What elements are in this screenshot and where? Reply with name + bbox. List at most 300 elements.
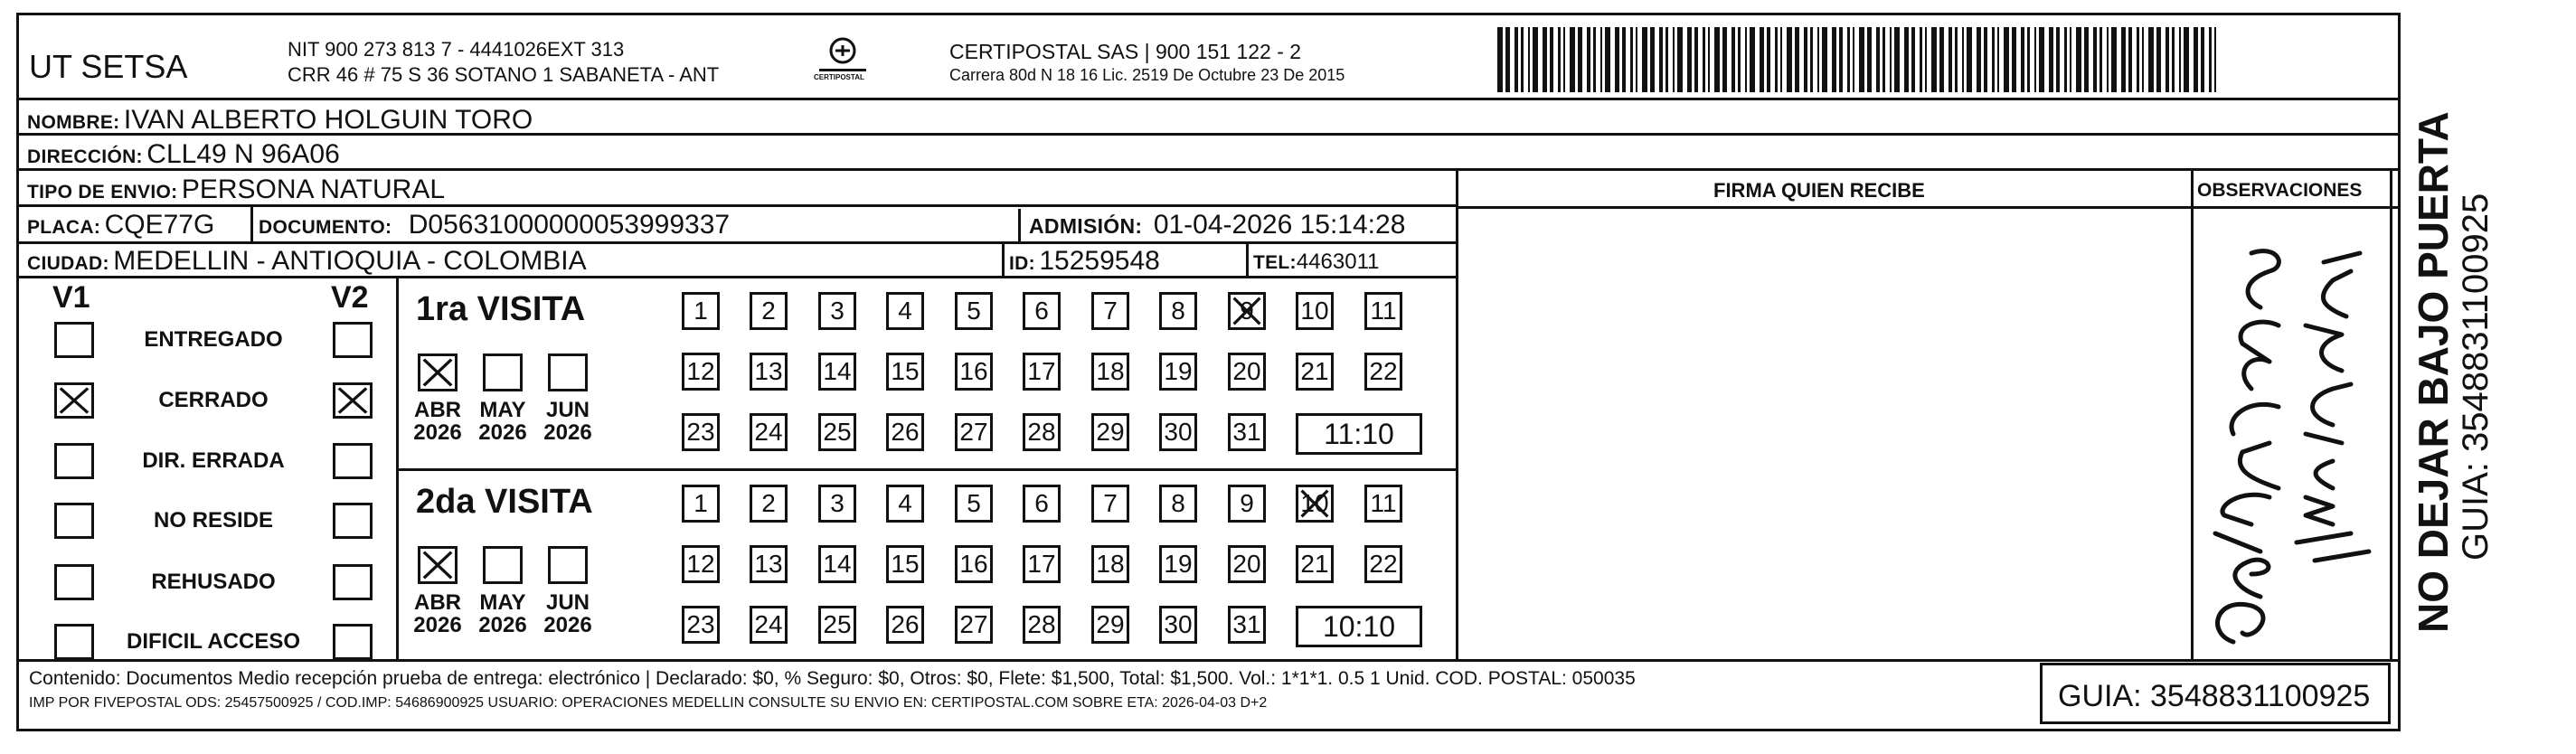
barcode-bar <box>1738 27 1741 92</box>
month-name: ABR <box>414 590 461 615</box>
barcode-bar <box>1497 27 1503 92</box>
month-label <box>476 399 530 444</box>
day-number: 22 <box>1369 357 1398 385</box>
barcode-bar <box>1832 27 1836 92</box>
barcode-bar <box>1650 27 1655 92</box>
v1-checkbox[interactable] <box>54 624 94 660</box>
v1-checkbox[interactable] <box>54 503 94 539</box>
barcode-bar <box>1925 27 1927 92</box>
documento-label: DOCUMENTO: <box>259 217 392 238</box>
barcode-bar <box>1867 27 1872 92</box>
side-guia: GUIA: 3548831100925 <box>2456 193 2496 561</box>
barcode-bar <box>1804 27 1807 92</box>
barcode-bar <box>1558 27 1561 92</box>
barcode-bar <box>2209 27 2212 92</box>
day-number: 24 <box>754 610 783 638</box>
day-number: 15 <box>891 357 920 385</box>
day-number: 31 <box>1232 418 1261 446</box>
day-number: 30 <box>1164 418 1193 446</box>
nit-line: NIT 900 273 813 7 - 4441026EXT 313 <box>288 38 625 61</box>
day-number: 13 <box>754 357 783 385</box>
tel-value: 4463011 <box>1296 250 1380 274</box>
day-number: 28 <box>1027 610 1056 638</box>
day-number: 19 <box>1164 550 1193 578</box>
day-box[interactable] <box>1091 606 1129 644</box>
day-box[interactable] <box>818 292 856 330</box>
day-number: 3 <box>830 297 845 325</box>
day-box[interactable] <box>1228 485 1266 523</box>
day-box[interactable] <box>818 545 856 583</box>
day-box[interactable] <box>750 292 788 330</box>
barcode-bar <box>1882 27 1885 92</box>
day-number: 25 <box>823 610 852 638</box>
barcode-bar <box>1780 27 1782 92</box>
month-year: 2026 <box>478 613 527 638</box>
day-box[interactable] <box>955 485 993 523</box>
day-number: 14 <box>823 550 852 578</box>
month-label <box>541 591 595 636</box>
barcode-bar <box>1859 27 1864 92</box>
day-number: 12 <box>686 357 715 385</box>
v2-label: V2 <box>331 280 369 315</box>
barcode-bar <box>2012 27 2016 92</box>
cert-address: Carrera 80d N 18 16 Lic. 2519 De Octubre 23 De 2015 <box>949 66 1345 84</box>
day-number: 16 <box>959 550 988 578</box>
v2-checkbox[interactable] <box>333 624 373 660</box>
day-number: 27 <box>959 418 988 446</box>
barcode-bar <box>1659 27 1663 92</box>
nombre-label: NOMBRE: <box>27 112 120 133</box>
barcode-bar <box>1775 27 1778 92</box>
day-box[interactable] <box>1296 353 1334 391</box>
day-box[interactable] <box>750 353 788 391</box>
barcode-bar <box>1847 27 1850 92</box>
barcode-bar <box>2148 27 2154 92</box>
day-number: 10 <box>1300 297 1329 325</box>
barcode-bar <box>1939 27 1944 92</box>
barcode-bar <box>1894 27 1900 92</box>
day-number: 25 <box>823 418 852 446</box>
barcode-bar <box>1673 27 1675 92</box>
barcode-bar <box>2056 27 2060 92</box>
day-number: 20 <box>1232 357 1261 385</box>
day-number: 17 <box>1027 550 1056 578</box>
barcode-bar <box>1853 27 1854 92</box>
month-label <box>410 399 465 444</box>
day-number: 20 <box>1232 550 1261 578</box>
status-label: CERRADO <box>158 388 269 412</box>
month-checkbox[interactable] <box>548 353 588 391</box>
barcode-bar <box>2121 27 2126 92</box>
day-box[interactable] <box>750 545 788 583</box>
day-number: 2 <box>761 489 776 517</box>
barcode-bar <box>1708 27 1710 92</box>
day-box[interactable] <box>1159 353 1197 391</box>
v1-checkbox[interactable] <box>54 382 94 419</box>
day-box[interactable] <box>1023 292 1061 330</box>
day-box[interactable] <box>1091 545 1129 583</box>
day-box[interactable] <box>1364 353 1402 391</box>
barcode-bar <box>1949 27 1952 92</box>
barcode-bar <box>1810 27 1813 92</box>
barcode-bar <box>1533 27 1538 92</box>
v2-checkbox[interactable] <box>333 564 373 600</box>
month-name: JUN <box>545 590 590 615</box>
status-label: DIR. ERRADA <box>142 448 285 473</box>
barcode-bar <box>2070 27 2071 92</box>
side-warning: NO DEJAR BAJO PUERTA <box>2410 111 2457 633</box>
day-box[interactable] <box>682 606 720 644</box>
day-box[interactable] <box>1023 485 1061 523</box>
month-year: 2026 <box>478 420 527 446</box>
day-box[interactable] <box>886 545 924 583</box>
placa-value: CQE77G <box>104 210 215 240</box>
barcode-bar <box>2214 27 2216 92</box>
barcode-bar <box>1967 27 1972 92</box>
barcode-bar <box>2179 27 2181 92</box>
day-number: 31 <box>1232 610 1261 638</box>
day-box[interactable] <box>682 485 720 523</box>
tel-label: TEL: <box>1253 252 1297 273</box>
day-number: 5 <box>967 297 981 325</box>
day-number: 14 <box>823 357 852 385</box>
day-box[interactable] <box>1091 413 1129 451</box>
day-number: 11 <box>1370 489 1397 517</box>
firma-header: FIRMA QUIEN RECIBE <box>1713 179 1925 202</box>
barcode-bar <box>1694 27 1698 92</box>
day-box[interactable] <box>750 413 788 451</box>
month-name: ABR <box>414 398 461 422</box>
day-box[interactable] <box>955 413 993 451</box>
barcode-bar <box>2111 27 2117 92</box>
day-box[interactable] <box>1091 485 1129 523</box>
x-mark-icon <box>1298 487 1331 520</box>
barcode-bar <box>1630 27 1633 92</box>
day-box[interactable] <box>1296 485 1334 523</box>
barcode-bar <box>1636 27 1637 92</box>
day-box[interactable] <box>886 292 924 330</box>
day-box[interactable] <box>1159 413 1197 451</box>
barcode-bar <box>1722 27 1727 92</box>
day-number: 23 <box>686 610 715 638</box>
day-box[interactable] <box>1159 485 1197 523</box>
barcode-bar <box>1550 27 1553 92</box>
day-box[interactable] <box>1296 545 1334 583</box>
day-box[interactable] <box>1023 353 1061 391</box>
month-label <box>410 591 465 636</box>
visit-title: 1ra VISITA <box>416 290 586 328</box>
month-year: 2026 <box>543 420 592 446</box>
day-box[interactable] <box>682 413 720 451</box>
v2-checkbox[interactable] <box>333 503 373 539</box>
v2-checkbox[interactable] <box>333 443 373 479</box>
day-number: 9 <box>1240 489 1254 517</box>
day-box[interactable] <box>682 353 720 391</box>
barcode-bar <box>1997 27 1999 92</box>
barcode-bar <box>2194 27 2198 92</box>
month-checkbox[interactable] <box>483 353 523 391</box>
day-box[interactable] <box>886 485 924 523</box>
visit-title: 2da VISITA <box>416 483 593 521</box>
barcode-bar <box>1563 27 1565 92</box>
day-number: 16 <box>959 357 988 385</box>
day-number: 13 <box>754 550 783 578</box>
day-box[interactable] <box>1228 353 1266 391</box>
day-box[interactable] <box>1364 545 1402 583</box>
barcode-bar <box>1911 27 1915 92</box>
barcode-bar <box>1703 27 1705 92</box>
day-box[interactable] <box>682 292 720 330</box>
barcode-bar <box>2004 27 2009 92</box>
tipo-value: PERSONA NATURAL <box>181 174 446 204</box>
day-number: 11 <box>1370 297 1397 325</box>
barcode-bar <box>2156 27 2161 92</box>
day-box[interactable] <box>886 353 924 391</box>
barcode-bar <box>2142 27 2144 92</box>
month-name: JUN <box>545 398 590 422</box>
barcode-bar <box>2084 27 2089 92</box>
visit-time[interactable]: 11:10 <box>1296 413 1422 455</box>
status-label: REHUSADO <box>151 570 276 594</box>
placa-label: PLACA: <box>27 217 101 238</box>
barcode-bar <box>2039 27 2044 92</box>
day-number: 23 <box>686 418 715 446</box>
day-box[interactable] <box>886 606 924 644</box>
id-label: ID: <box>1009 253 1035 274</box>
day-number: 26 <box>891 418 920 446</box>
footer-line2: IMP POR FIVEPOSTAL ODS: 25457500925 / COD.IMP: 54686900925 USUARIO: OPERACIONES MEDELLIN CONSULTE SU ENVIO EN: CERTIPOSTAL.COM SOBRE ETA: 2026-04-03 D+2 <box>29 695 1268 711</box>
day-box[interactable] <box>1364 292 1402 330</box>
direccion-label: DIRECCIÓN: <box>27 146 143 167</box>
barcode-bar <box>1600 27 1602 92</box>
day-number: 29 <box>1096 610 1125 638</box>
month-label <box>476 591 530 636</box>
x-mark-icon <box>335 385 370 416</box>
barcode-bar <box>1750 27 1755 92</box>
month-name: MAY <box>479 398 526 422</box>
month-checkbox[interactable] <box>548 546 588 584</box>
admision-value: 01-04-2026 15:14:28 <box>1153 210 1406 240</box>
v1-checkbox[interactable] <box>54 564 94 600</box>
visit-time[interactable]: 10:10 <box>1296 606 1422 647</box>
barcode-bar <box>1528 27 1530 92</box>
barcode-bar <box>1920 27 1922 92</box>
day-number: 22 <box>1369 550 1398 578</box>
nombre-value: IVAN ALBERTO HOLGUIN TORO <box>123 105 533 135</box>
month-year: 2026 <box>543 613 592 638</box>
day-number: 29 <box>1096 418 1125 446</box>
day-number: 7 <box>1103 297 1118 325</box>
barcode-bar <box>1745 27 1747 92</box>
certipostal-logo <box>814 34 872 92</box>
barcode-bar <box>1977 27 1981 92</box>
day-number: 8 <box>1171 297 1185 325</box>
day-number: 4 <box>898 489 912 517</box>
day-number: 8 <box>1171 489 1185 517</box>
barcode-bar <box>1992 27 1995 92</box>
barcode-bar <box>1514 27 1518 92</box>
x-mark-icon <box>420 356 455 389</box>
x-mark-icon <box>420 549 455 581</box>
ciudad-value: MEDELLIN - ANTIOQUIA - COLOMBIA <box>113 246 587 276</box>
day-box[interactable] <box>1023 545 1061 583</box>
day-number: 6 <box>1034 297 1049 325</box>
barcode-bar <box>2027 27 2030 92</box>
admision-label: ADMISIÓN: <box>1029 214 1143 238</box>
barcode-bar <box>1760 27 1764 92</box>
day-box[interactable] <box>750 485 788 523</box>
day-box[interactable] <box>818 353 856 391</box>
month-year: 2026 <box>413 613 462 638</box>
day-box[interactable] <box>1091 292 1129 330</box>
day-number: 4 <box>898 297 912 325</box>
day-box[interactable] <box>818 413 856 451</box>
v2-checkbox[interactable] <box>333 382 373 419</box>
month-label <box>541 399 595 444</box>
barcode-bar <box>2137 27 2139 92</box>
barcode-bar <box>1622 27 1626 92</box>
day-box[interactable] <box>955 606 993 644</box>
barcode-bar <box>2021 27 2024 92</box>
ciudad-label: CIUDAD: <box>27 253 109 274</box>
barcode-bar <box>1984 27 1987 92</box>
month-year: 2026 <box>413 420 462 446</box>
day-box[interactable] <box>750 606 788 644</box>
day-box[interactable] <box>1228 413 1266 451</box>
barcode-bar <box>2184 27 2189 92</box>
barcode-bar <box>1890 27 1892 92</box>
observaciones-handwriting <box>2197 217 2383 651</box>
status-label: ENTREGADO <box>144 327 283 352</box>
x-mark-icon <box>1231 295 1263 327</box>
id-value: 15259548 <box>1039 246 1160 276</box>
cert-line: CERTIPOSTAL SAS | 900 151 122 - 2 <box>949 40 1302 63</box>
barcode-bar <box>1665 27 1668 92</box>
day-number: 28 <box>1027 418 1056 446</box>
day-box[interactable] <box>1023 606 1061 644</box>
v1-checkbox[interactable] <box>54 443 94 479</box>
month-checkbox[interactable] <box>418 546 458 584</box>
day-box[interactable] <box>955 545 993 583</box>
day-box[interactable] <box>818 606 856 644</box>
documento-value: D05631000000053999337 <box>408 210 731 240</box>
day-number: 15 <box>891 550 920 578</box>
day-number: 24 <box>754 418 783 446</box>
barcode-bar <box>1677 27 1683 92</box>
barcode <box>1497 27 2224 92</box>
barcode-bar <box>1767 27 1770 92</box>
day-number: 18 <box>1096 550 1125 578</box>
day-box[interactable] <box>1159 545 1197 583</box>
barcode-bar <box>2034 27 2036 92</box>
month-checkbox[interactable] <box>483 546 523 584</box>
barcode-bar <box>1955 27 1958 92</box>
month-checkbox[interactable] <box>418 353 458 391</box>
barcode-bar <box>1593 27 1596 92</box>
barcode-bar <box>1962 27 1964 92</box>
barcode-bar <box>1578 27 1582 92</box>
barcode-bar <box>1817 27 1819 92</box>
company-name: UT SETSA <box>29 48 188 85</box>
day-number: 30 <box>1164 610 1193 638</box>
day-box[interactable] <box>1091 353 1129 391</box>
v1-checkbox[interactable] <box>54 322 94 358</box>
day-number: 5 <box>967 489 981 517</box>
day-box[interactable] <box>1228 606 1266 644</box>
barcode-bar <box>2064 27 2067 92</box>
day-box[interactable] <box>1296 292 1334 330</box>
x-mark-icon <box>57 385 91 416</box>
month-name: MAY <box>479 590 526 615</box>
tipo-label: TIPO DE ENVIO: <box>27 182 178 203</box>
observaciones-header: OBSERVACIONES <box>2197 180 2363 201</box>
day-number: 7 <box>1103 489 1118 517</box>
day-box[interactable] <box>1364 485 1402 523</box>
barcode-bar <box>1687 27 1692 92</box>
barcode-bar <box>2128 27 2132 92</box>
barcode-bar <box>1505 27 1510 92</box>
day-box[interactable] <box>1159 292 1197 330</box>
day-number: 1 <box>694 297 708 325</box>
day-number: 18 <box>1096 357 1125 385</box>
v2-checkbox[interactable] <box>333 322 373 358</box>
barcode-bar <box>1642 27 1647 92</box>
barcode-bar <box>2049 27 2053 92</box>
barcode-bar <box>1822 27 1827 92</box>
barcode-bar <box>2166 27 2169 92</box>
barcode-bar <box>2099 27 2102 92</box>
day-number: 6 <box>1034 489 1049 517</box>
day-box[interactable] <box>886 413 924 451</box>
barcode-bar <box>1904 27 1909 92</box>
barcode-bar <box>2076 27 2081 92</box>
barcode-bar <box>1521 27 1524 92</box>
barcode-bar <box>1839 27 1843 92</box>
barcode-bar <box>1605 27 1610 92</box>
barcode-bar <box>2201 27 2204 92</box>
day-box[interactable] <box>955 292 993 330</box>
day-box[interactable] <box>955 353 993 391</box>
barcode-bar <box>1731 27 1735 92</box>
day-box[interactable] <box>1023 413 1061 451</box>
day-box[interactable] <box>1228 292 1266 330</box>
day-box[interactable] <box>1159 606 1197 644</box>
barcode-bar <box>2093 27 2097 92</box>
barcode-bar <box>1587 27 1590 92</box>
day-number: 21 <box>1300 357 1329 385</box>
guia-footer: GUIA: 3548831100925 <box>2058 679 2371 713</box>
barcode-bar <box>1543 27 1547 92</box>
day-box[interactable] <box>682 545 720 583</box>
day-box[interactable] <box>1228 545 1266 583</box>
footer-line1: Contenido: Documentos Medio recepción prueba de entrega: electrónico | Declarado: $0, % Seguro: $0, Otros: $0, Flete: $1,500, Total: $1,500. Vol.: 1*1*1. 0.5 1 Unid. COD. POSTAL: 050035 <box>29 668 1636 689</box>
day-number: 12 <box>686 550 715 578</box>
direccion-value: CLL49 N 96A06 <box>146 139 340 169</box>
day-number: 9 <box>1240 297 1254 325</box>
logo-text: CERTIPOSTAL <box>814 73 864 81</box>
barcode-bar <box>2172 27 2175 92</box>
barcode-bar <box>1714 27 1720 92</box>
barcode-bar <box>1787 27 1792 92</box>
day-number: 19 <box>1164 357 1193 385</box>
day-number: 10 <box>1300 489 1329 517</box>
status-label: NO RESIDE <box>153 508 274 533</box>
day-box[interactable] <box>818 485 856 523</box>
day-number: 3 <box>830 489 845 517</box>
day-number: 17 <box>1027 357 1056 385</box>
barcode-bar <box>2107 27 2109 92</box>
day-number: 27 <box>959 610 988 638</box>
